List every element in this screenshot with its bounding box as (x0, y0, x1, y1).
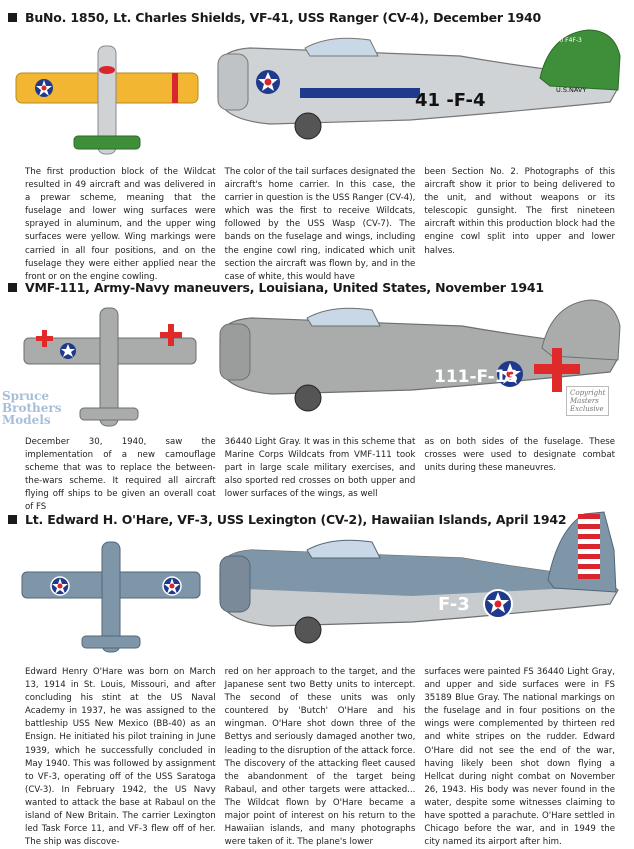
top-view-plane-illustration (20, 538, 202, 658)
watermark-line-3: Models (2, 413, 51, 427)
tail-code-text: 1850 F4F-3 (548, 37, 582, 44)
section-title-text: VMF-111, Army-Navy maneuvers, Louisiana, United States, November 1941 (25, 280, 544, 295)
fuselage-code-text: 41 -F-4 (415, 90, 486, 111)
text-column-3: surfaces were painted FS 36440 Light Gray, and upper and side surfaces were in FS 35189 Blue Gray. The national markings on the fuselage and in four positions on the wings were complemented by thirteen red and white stripes on the rudder. Edward O'Hare did not see the end of the war, having likely been shot down flying a Hellcat during night combat on November 26, 1943. His body was never found in the water, despite some witnesses claiming to have spotted a parachute. O'Hare settled in Chicago before the war, and in 1949 the city named its airport after him. (424, 667, 616, 848)
bullet-square (8, 515, 17, 524)
text-column-1: December 30, 1940, saw the implementation of a new camouflage scheme that was to replace the between-the-wars scheme. It required all aircraft flying off ships to be given an overall coat of FS (25, 437, 216, 513)
tail-navy-text: U.S.NAVY (556, 86, 587, 94)
text-column-1: The first production block of the Wildcat resulted in 49 aircraft and was delivered in a prewar scheme, meaning that the fuselage and lower wing surfaces were sprayed in aluminum, and the upper wing surfaces were yellow. Wing markings were carried in all four positions, and on the fuselage they were either applied near the front or on the engine cowling. (25, 167, 216, 282)
text-column-3: been Section No. 2. Photographs of this aircraft show it prior to being delivered to the unit, and without weapons or its telescopic gunsight. The first nineteen aircraft within this production block had the engine cowl split into upper and lower halves. (424, 167, 616, 256)
fuselage-code-text: F-3 (438, 594, 470, 615)
text-column-2: red on her approach to the target, and the Japanese sent two Betty units to intercept. The second of these units was only countered by 'Butch' O'Hare and his wingman. O'Hare shot down three of the Bettys and seriously damaged another two, leading to the disruption of the attack force. The discovery of the attacking fleet caused the abandonment of the target being Rabaul, and other targets were attacked... The Wildcat flown by O'Hare became a major point of interest on his return to the Hawaiian islands, and many photographs were taken of it. The plane's lower (224, 667, 416, 848)
stamp-line-3: Exclusive (570, 405, 604, 413)
text-columns (25, 166, 616, 282)
profile-section-2 (0, 270, 634, 513)
watermark-line-2: Brothers (2, 401, 62, 415)
watermark (2, 390, 61, 426)
stamp-line-1: Copyright (570, 389, 606, 397)
bullet-square (8, 13, 17, 22)
fuselage-code-text: 111-F-13 (434, 367, 519, 387)
stamp-line-2: Masters (570, 397, 599, 405)
section-title (8, 10, 541, 25)
bullet-square (8, 283, 17, 292)
side-profile-plane-illustration (212, 510, 626, 652)
section-title (8, 280, 544, 295)
text-column-2: 36440 Light Gray. It was in this scheme that Marine Corps Wildcats from VMF-111 took part in large scale military exercises, and also sported red crosses on both upper and lower surfaces of the wings, as well (224, 437, 416, 500)
section-title-text: Lt. Edward H. O'Hare, VF-3, USS Lexington (CV-2), Hawaiian Islands, April 1942 (25, 512, 567, 527)
text-columns (25, 436, 616, 513)
text-columns (25, 666, 616, 848)
top-view-plane-illustration (14, 40, 200, 160)
watermark-line-1: Spruce (2, 389, 50, 403)
text-column-2: The color of the tail surfaces designated the aircraft's home carrier. In this case, the carrier in question is the USS Ranger (CV-4), which was the first to receive Wildcats, followed by the USS Wasp (CV-7). The bands on the fuselage and wings, including the engine cowl ring, indicated which unit section the aircraft was flown by, and in the case of white, this would have (224, 167, 416, 282)
side-profile-plane-illustration (212, 298, 626, 423)
rudder-stripes (578, 514, 600, 579)
text-column-1: Edward Henry O'Hare was born on March 13, 1914 in St. Louis, Missouri, and after concluding his stint at the US Naval Academy in 1937, he was assigned to the battleship USS New Mexico (BB-40) as an Ensign. He initiated his pilot training in June 1939, which he successfully concluded in May 1940. This was followed by assignment to VF-3, operating off of the USS Saratoga (CV-3). In February 1942, the US Navy wanted to attack the base at Rabaul on the island of New Britain. The carrier Lexington led Task Force 11, and VF-3 flew off of her. The ship was discove- (25, 667, 216, 848)
side-profile-plane-illustration (210, 28, 628, 153)
text-column-3: as on both sides of the fuselage. These crosses were used to designate combat units during these maneuvres. (424, 437, 616, 474)
profile-section-1 (0, 0, 634, 282)
profile-section-3 (0, 502, 634, 848)
copyright-stamp (566, 386, 609, 416)
section-title-text: BuNo. 1850, Lt. Charles Shields, VF-41, USS Ranger (CV-4), December 1940 (25, 10, 541, 25)
